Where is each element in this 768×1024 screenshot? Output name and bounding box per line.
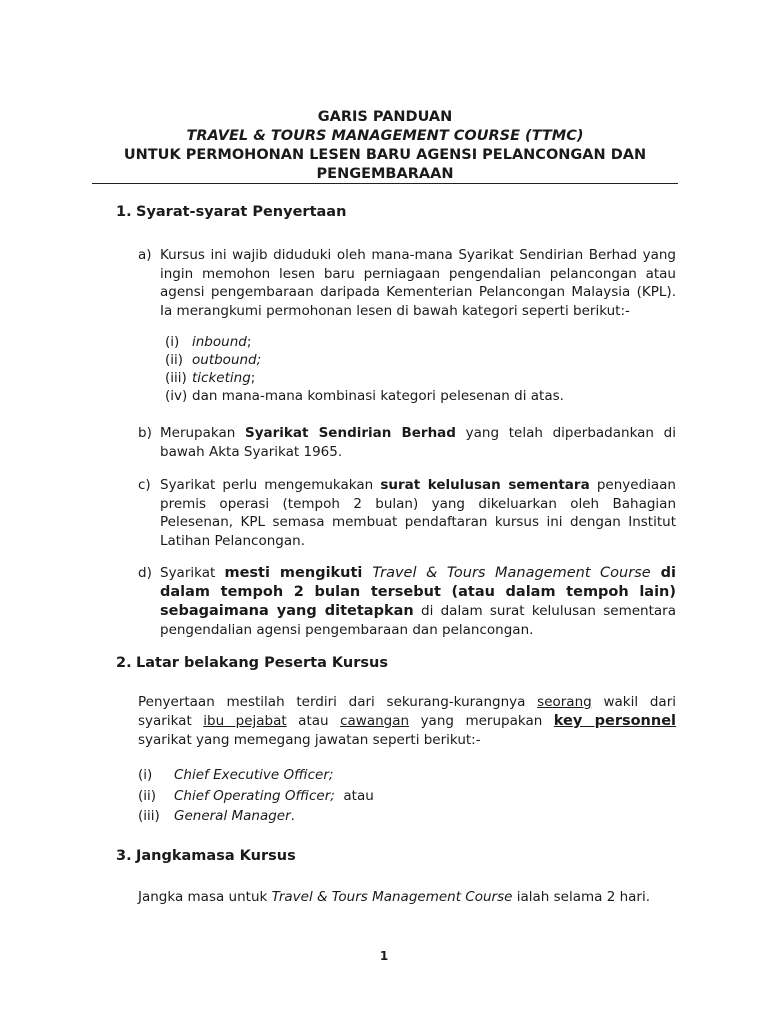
role-item (138, 766, 538, 785)
item-marker: b) (138, 425, 152, 441)
category-marker: (i) (165, 334, 180, 350)
role-marker: (ii) (138, 788, 157, 804)
category-marker: (iv) (165, 388, 188, 404)
category-marker: (ii) (165, 352, 184, 368)
doc-title-line2: TRAVEL & TOURS MANAGEMENT COURSE (TTMC) (186, 128, 584, 144)
category-text: ticketing (192, 370, 251, 386)
page-number: 1 (379, 949, 389, 963)
category-text: outbound; (192, 352, 262, 368)
header-divider (92, 183, 678, 184)
category-item (165, 333, 665, 351)
item-1c (138, 476, 676, 552)
section-number: 2. (116, 655, 132, 671)
category-item (165, 387, 665, 405)
category-list (165, 333, 665, 405)
section-number: 3. (116, 848, 132, 864)
item-1b (138, 424, 676, 464)
section-1-heading (116, 204, 416, 224)
role-text: Chief Executive Officer; (174, 767, 334, 783)
role-text: General Manager. (174, 808, 295, 824)
category-marker: (iii) (165, 370, 187, 386)
role-item (138, 807, 538, 826)
item-text: Merupakan Syarikat Sendirian Berhad yang telah diperbadankan di bawah Akta Syarikat 1965. (160, 425, 676, 460)
category-text: dan mana-mana kombinasi kategori pelesenan di atas. (192, 388, 564, 404)
item-marker: a) (138, 247, 152, 263)
category-suffix: ; (246, 334, 252, 350)
role-marker: (i) (138, 767, 153, 783)
category-suffix: ; (250, 370, 256, 386)
doc-title-line3: UNTUK PERMOHONAN LESEN BARU AGENSI PELANCONGAN DAN (123, 147, 647, 163)
item-1a (138, 246, 676, 326)
section-title: Syarat-syarat Penyertaan (136, 204, 347, 220)
item-text: Syarikat perlu mengemukakan surat kelulusan sementara penyediaan premis operasi (tempoh 2 bulan) yang dikeluarkan oleh Bahagian Pelesenan, KPL semasa membuat pendaftaran kursus ini dengan Institut Latihan Pelancongan. (160, 477, 676, 549)
doc-title-line1: GARIS PANDUAN (317, 109, 453, 125)
section-2-heading (116, 655, 436, 675)
category-item (165, 351, 665, 369)
role-marker: (iii) (138, 808, 160, 824)
item-marker: d) (138, 565, 152, 581)
doc-title-line4: PENGEMBARAAN (316, 166, 454, 182)
section-number: 1. (116, 204, 132, 220)
item-1d (138, 564, 676, 640)
section-2-paragraph: Penyertaan mestilah terdiri dari sekurang-kurangnya seorang wakil dari syarikat ibu pejabat atau cawangan yang merupakan key personnel syarikat yang memegang jawatan seperti berikut:- (138, 694, 677, 748)
section-3-paragraph: Jangka masa untuk Travel & Tours Management Course ialah selama 2 hari. (138, 889, 651, 905)
section-title: Jangkamasa Kursus (136, 848, 296, 864)
item-text: Syarikat mesti mengikuti Travel & Tours Management Course di dalam tempoh 2 bulan tersebut (atau dalam tempoh lain) sebagaimana yang ditetapkan di dalam surat kelulusan sementara pengendalian agensi pengembaraan dan pelancongan. (160, 565, 677, 638)
role-item (138, 787, 538, 806)
role-text: Chief Operating Officer; atau (174, 788, 374, 804)
section-3-heading (116, 848, 416, 868)
item-marker: c) (138, 477, 151, 493)
category-text: inbound (192, 334, 247, 350)
section-title: Latar belakang Peserta Kursus (136, 655, 388, 671)
item-text: Kursus ini wajib diduduki oleh mana-mana Syarikat Sendirian Berhad yang ingin memohon lesen baru perniagaan pengendalian pelancongan atau agensi pengembaraan daripada Kementerian Pelancongan Malaysia (KPL). Ia merangkumi permohonan lesen di bawah kategori seperti berikut:- (160, 247, 676, 319)
category-item (165, 369, 665, 387)
